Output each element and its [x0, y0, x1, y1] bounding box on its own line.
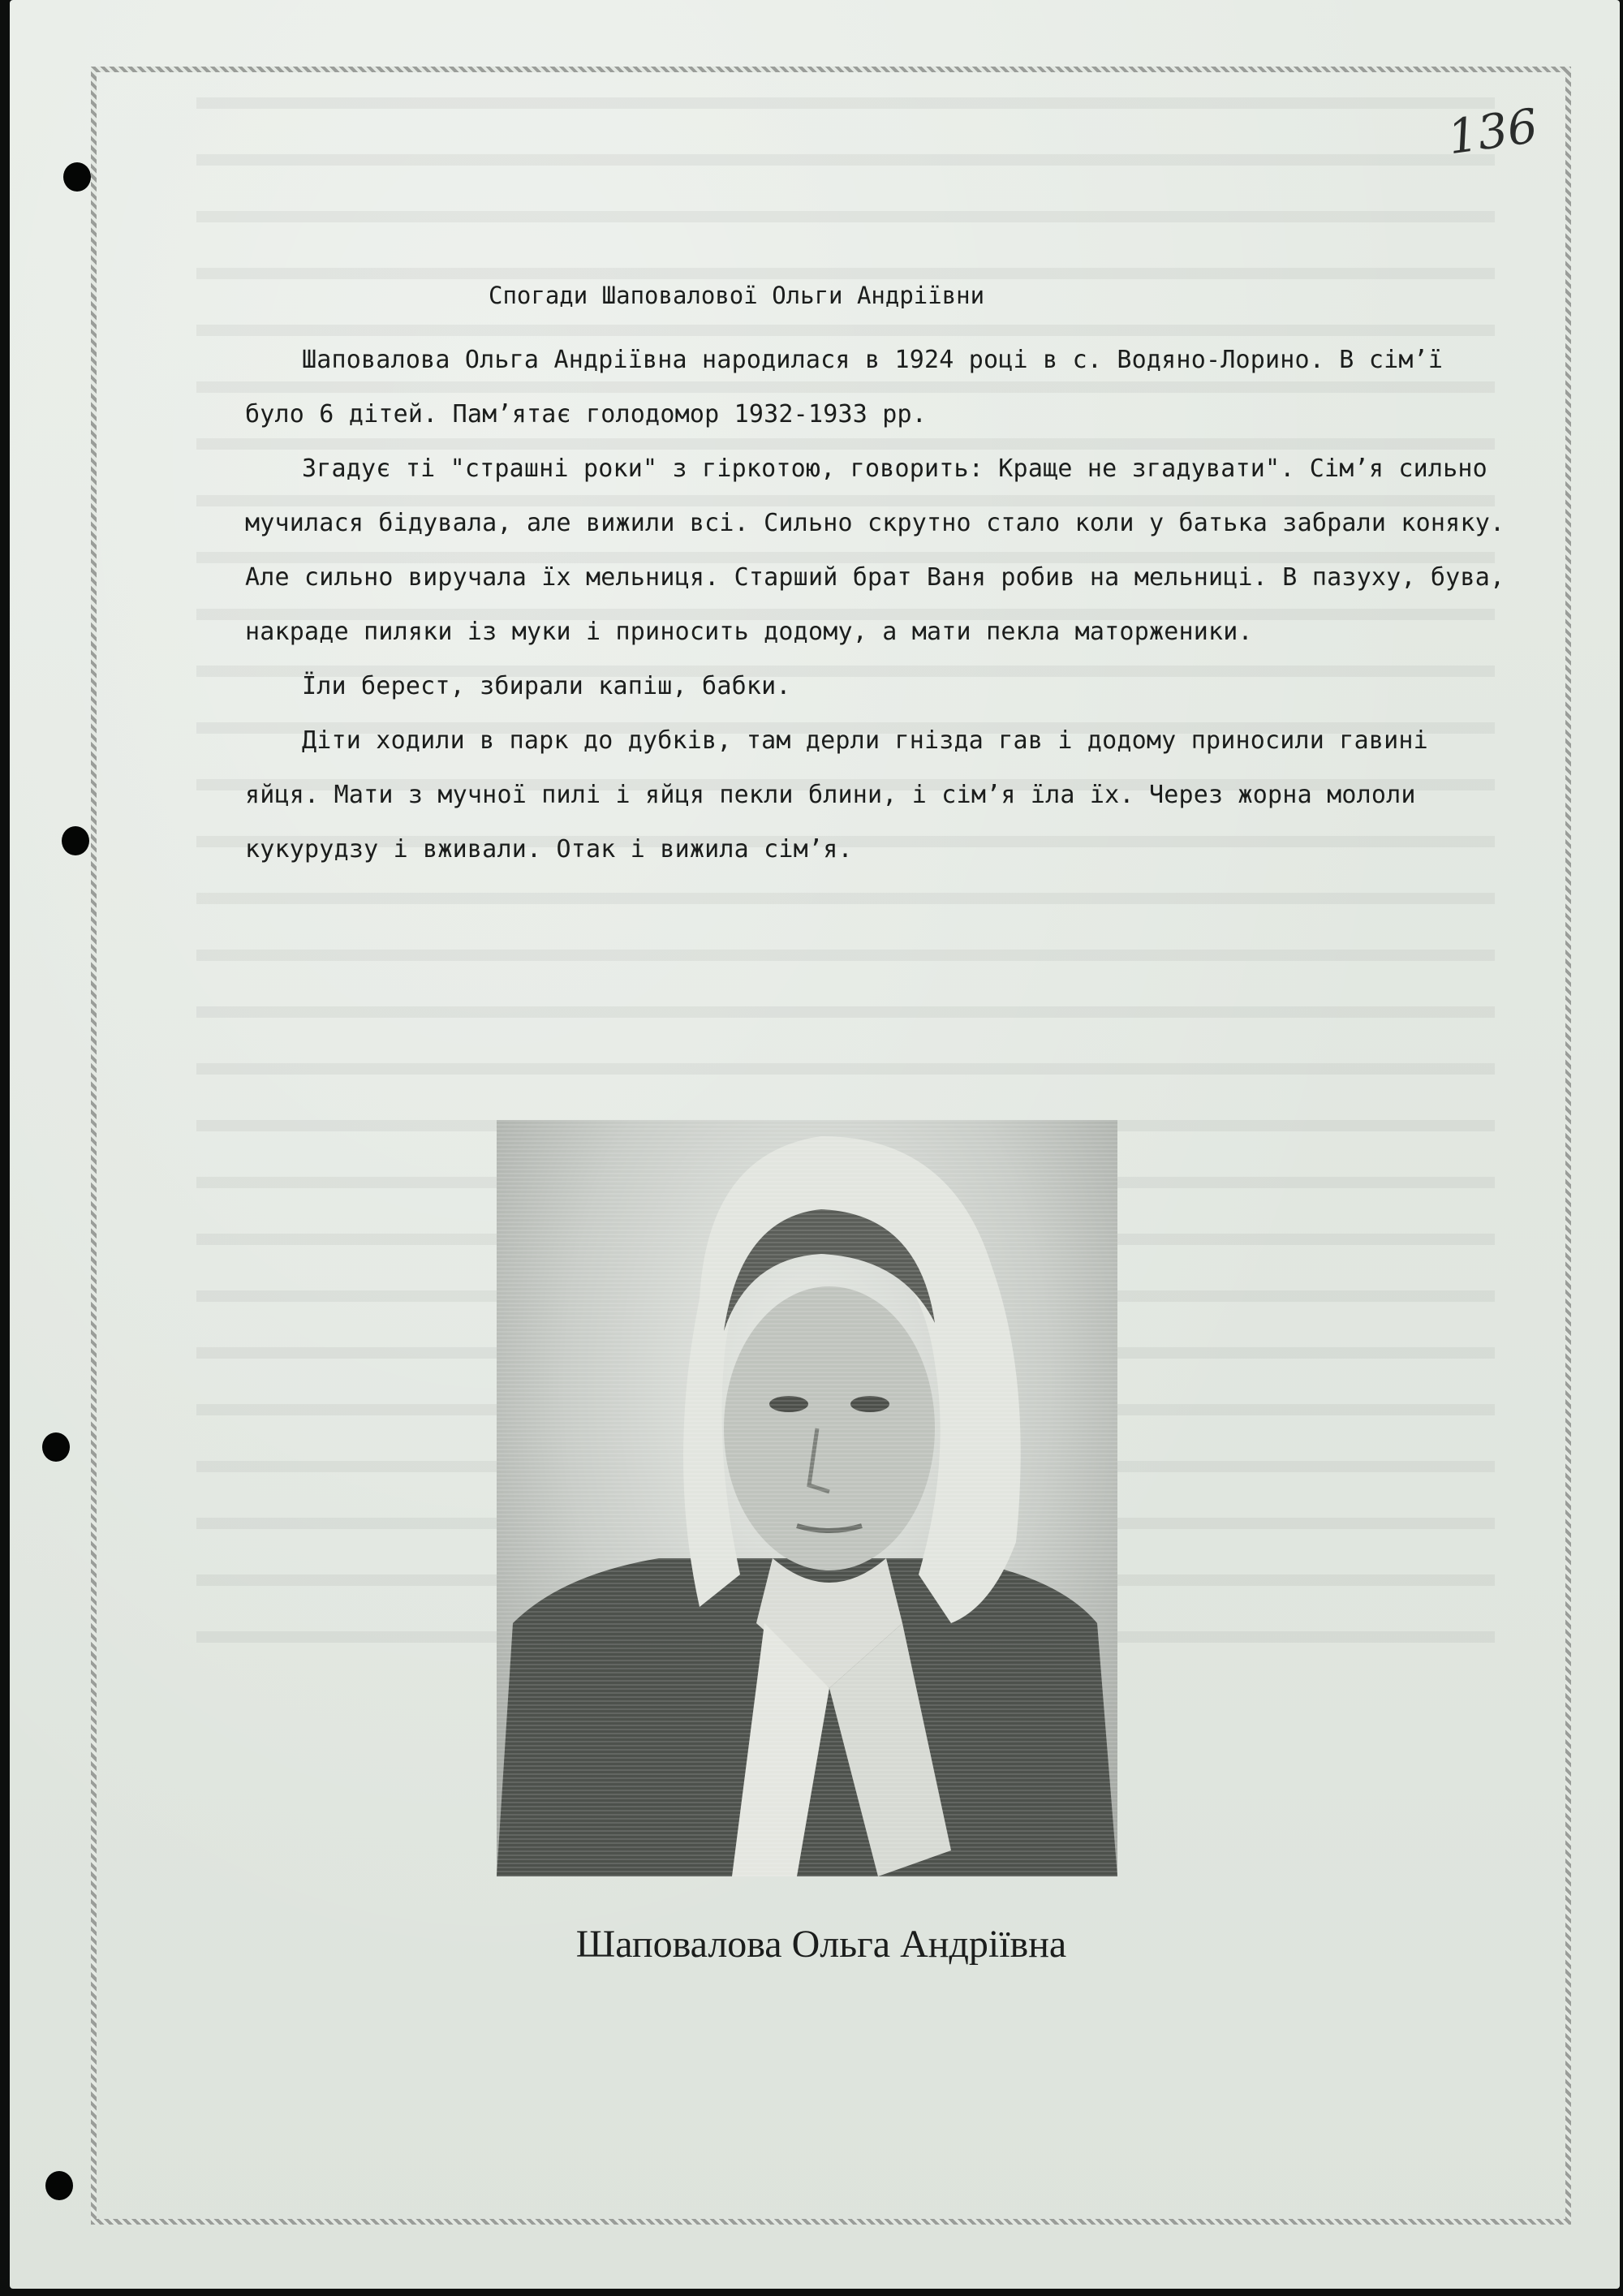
paragraph: Шаповалова Ольга Андріївна народилася в 1924 році в с. Водяно-Лорино. В сім’ї було 6 дітей. Пам’ятає голодомор 1932-1933 рр.	[245, 346, 1444, 429]
paragraph: Їли берест, збирали капіш, бабки.	[302, 672, 791, 700]
paragraph: Діти ходили в парк до дубків, там дерли гнізда гав і додому приносили гавині яйця. Мати з мучної пилі і яйця пекли блини, і сім’я їла їх. Через жорна мололи кукурудзу і вживали. Отак і вижила сім’я.	[245, 726, 1428, 864]
punch-hole	[42, 1432, 70, 1462]
document-page	[10, 0, 1620, 2289]
punch-hole	[45, 2171, 73, 2200]
portrait-photo	[497, 1120, 1117, 1876]
punch-hole	[63, 162, 91, 192]
paragraph: Згадує ті "страшні роки" з гіркотою, говорить: Краще не згадувати". Сім’я сильно мучилася бідувала, але вижили всі. Сильно скрутно стало коли у батька забрали коняку. Але сильно виручала їх мельниця. Старший брат Ваня робив на мельниці. В пазуху, бува, накраде пиляки із муки і приносить додому, а мати пекла маторженики.	[245, 454, 1505, 646]
memoir-text	[245, 333, 1511, 877]
page-number: 136	[1444, 97, 1541, 166]
photo-caption: Шаповалова Ольга Андріївна	[575, 1923, 1067, 1966]
punch-hole	[62, 826, 89, 855]
document-title: Спогади Шаповалової Ольги Андріївни	[489, 282, 985, 309]
